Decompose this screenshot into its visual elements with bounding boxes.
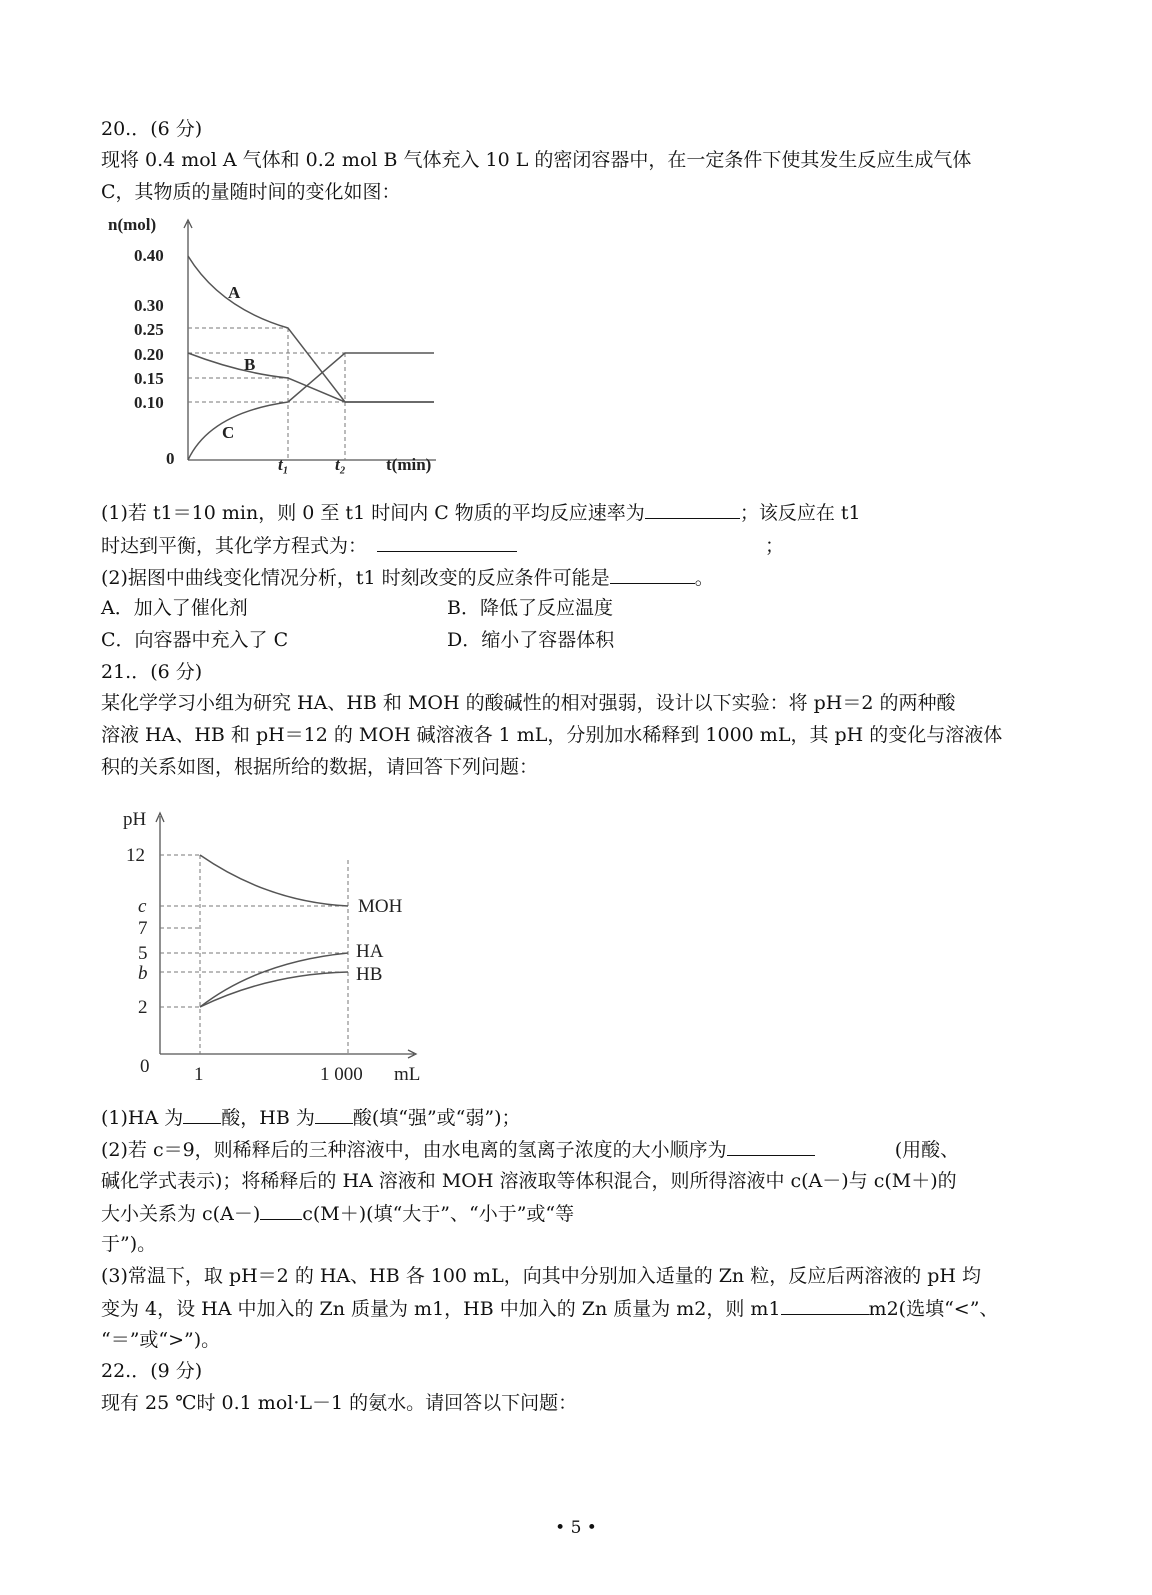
y-tick-0: 0	[166, 449, 175, 468]
q20-option-a: A．加入了催化剂	[101, 597, 248, 619]
q20-stem-line-1: 现将 0.4 mol A 气体和 0.2 mol B 气体充入 10 L 的密闭容器中，在一定条件下使其发生反应生成气体	[101, 149, 972, 171]
series-HB-curve	[200, 972, 348, 1007]
page-number: • 5 •	[555, 1518, 597, 1538]
x-axis-label: mL	[394, 1064, 421, 1085]
q21-part1-line	[101, 1105, 521, 1130]
y-tick-0.40: 0.40	[134, 246, 164, 265]
q22-stem-line-1: 现有 25 ℃时 0.1 mol·L－1 的氨水。请回答以下问题：	[101, 1392, 578, 1414]
q21-part3-text-b: 变为 4，设 HA 中加入的 Zn 质量为 m1，HB 中加入的 Zn 质量为 m2，则 m1	[101, 1298, 781, 1320]
q21-part1-text-c: 酸(填“强”或“弱”)；	[352, 1107, 521, 1129]
y-tick-0.10: 0.10	[134, 393, 164, 412]
y-axis-label: n(mol)	[108, 215, 157, 234]
y-tick-5: 5	[138, 943, 148, 964]
y-axis-label: pH	[123, 809, 147, 830]
q20-part1-text-b: ；该反应在 t1	[739, 502, 861, 524]
q21-part1-text-a: (1)HA 为	[101, 1107, 184, 1129]
x-tick-t1: t₁	[278, 455, 289, 474]
y-tick-0.30: 0.30	[134, 296, 164, 315]
q20-part1-line-2	[101, 533, 784, 558]
q21-part2-line-2: 碱化学式表示)；将稀释后的 HA 溶液和 MOH 溶液取等体积混合，则所得溶液中 c(A－)与 c(M＋)的	[101, 1170, 957, 1192]
q21-part2-line-1	[101, 1137, 959, 1162]
series-B-label: B	[244, 355, 256, 374]
q20-part2-text-b: 。	[694, 567, 714, 589]
answer-blank-ha-strength[interactable]	[183, 1105, 221, 1124]
series-MOH-curve	[200, 855, 348, 906]
series-A-curve	[188, 256, 434, 402]
y-tick-0.15: 0.15	[134, 369, 164, 388]
chart-ph-vs-volume	[118, 802, 438, 1088]
answer-blank-condition[interactable]	[610, 565, 695, 584]
x-axis-label: t(min)	[386, 455, 432, 474]
q21-part2-line-4: 于”)。	[101, 1233, 157, 1255]
series-MOH-label: MOH	[358, 896, 403, 917]
q21-part2-text-d: 大小关系为 c(A－)	[101, 1203, 261, 1225]
q20-part1-text-d: ；	[765, 535, 785, 557]
y-tick-0.25: 0.25	[134, 320, 164, 339]
series-A-label: A	[228, 283, 241, 302]
q20-part1-line-1	[101, 500, 861, 525]
series-HA-curve	[200, 953, 348, 1007]
q21-part2-text-b: (用酸、	[894, 1139, 960, 1161]
series-C-label: C	[222, 423, 235, 442]
q20-part1-text-a: (1)若 t1＝10 min，则 0 至 t1 时间内 C 物质的平均反应速率为	[101, 502, 645, 524]
answer-blank-equation[interactable]	[377, 533, 517, 552]
chart-moles-vs-time	[100, 208, 460, 480]
y-tick-c: c	[138, 896, 147, 917]
y-tick-12: 12	[126, 845, 145, 866]
q21-stem-line-3: 积的关系如图，根据所给的数据，请回答下列问题：	[101, 756, 539, 778]
q21-part3-line-1: (3)常温下，取 pH＝2 的 HA、HB 各 100 mL，向其中分别加入适量的 Zn 粒，反应后两溶液的 pH 均	[101, 1265, 982, 1287]
q21-part3-line-2	[101, 1296, 998, 1321]
answer-blank-rate[interactable]	[645, 500, 740, 519]
guide-lines	[188, 328, 345, 460]
answer-blank-hb-strength[interactable]	[315, 1105, 353, 1124]
q21-stem-line-2: 溶液 HA、HB 和 pH＝12 的 MOH 碱溶液各 1 mL，分别加水稀释到 1000 mL，其 pH 的变化与溶液体	[101, 724, 1003, 746]
series-HA-label: HA	[356, 941, 384, 962]
q20-part1-text-c: 时达到平衡，其化学方程式为：	[101, 535, 368, 557]
y-tick-7: 7	[138, 918, 148, 939]
q20-option-c: C．向容器中充入了 C	[101, 629, 289, 651]
q21-part3-text-c: m2(选填“<”、	[868, 1298, 999, 1320]
x-tick-t2: t₂	[335, 455, 346, 474]
q21-part2-text-e: c(M＋)(填“大于”、“小于”或“等	[302, 1203, 575, 1225]
q21-part2-text-a: (2)若 c＝9，则稀释后的三种溶液中，由水电离的氢离子浓度的大小顺序为	[101, 1139, 727, 1161]
answer-blank-ion-compare[interactable]	[260, 1201, 302, 1220]
x-tick-1: 1	[194, 1064, 204, 1085]
q20-option-d: D．缩小了容器体积	[447, 629, 615, 651]
q20-part2-line	[101, 565, 714, 590]
y-tick-2: 2	[138, 997, 148, 1018]
q21-stem-line-1: 某化学学习小组为研究 HA、HB 和 MOH 的酸碱性的相对强弱，设计以下实验：将 pH＝2 的两种酸	[101, 692, 956, 714]
q21-part2-line-3	[101, 1201, 574, 1226]
x-tick-1000: 1 000	[320, 1064, 363, 1085]
y-tick-0: 0	[140, 1056, 150, 1077]
q20-part2-text-a: (2)据图中曲线变化情况分析，t1 时刻改变的反应条件可能是	[101, 567, 610, 589]
q21-heading: 21.．(6 分)	[101, 661, 203, 683]
q20-heading: 20.．(6 分)	[101, 118, 203, 140]
q21-part3-line-3: “＝”或“>”)。	[101, 1329, 221, 1351]
answer-blank-mass-compare[interactable]	[781, 1296, 869, 1315]
answer-blank-ion-order[interactable]	[727, 1137, 815, 1156]
q20-option-b: B．降低了反应温度	[447, 597, 613, 619]
y-tick-b: b	[138, 963, 148, 984]
series-HB-label: HB	[356, 964, 383, 985]
q20-stem-line-2: C，其物质的量随时间的变化如图：	[101, 181, 401, 203]
y-tick-0.20: 0.20	[134, 345, 164, 364]
series-C-curve	[188, 353, 434, 460]
q21-part1-text-b: 酸，HB 为	[221, 1107, 315, 1129]
q22-heading: 22.．(9 分)	[101, 1360, 203, 1382]
